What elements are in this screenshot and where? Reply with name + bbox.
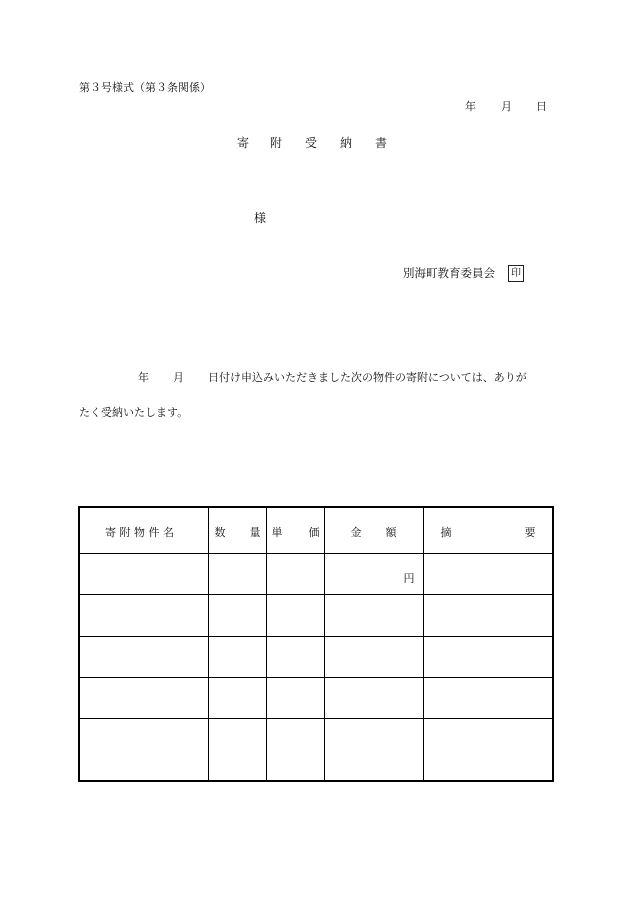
- title-char: 寄: [237, 136, 250, 150]
- header-amount: [324, 507, 423, 554]
- form-number: 第３号様式（第３条関係）: [79, 81, 211, 94]
- header-unit-price-char: 単: [271, 526, 283, 539]
- cell-unit-price[interactable]: [266, 595, 324, 636]
- date-month: 月: [501, 100, 512, 113]
- header-unit-price-char: 価: [308, 526, 320, 539]
- cell-quantity[interactable]: [208, 636, 266, 677]
- cell-unit-price[interactable]: [266, 636, 324, 677]
- document-title: [237, 136, 388, 215]
- header-remarks-char: 摘: [440, 526, 452, 539]
- cell-amount[interactable]: [324, 678, 423, 719]
- cell-remarks[interactable]: [423, 719, 553, 781]
- cell-item-name[interactable]: [79, 595, 208, 636]
- table-header-row: [79, 507, 553, 554]
- cell-unit-price[interactable]: [266, 719, 324, 781]
- table-row: [79, 678, 553, 719]
- header-quantity: [208, 507, 266, 554]
- title-char: 書: [375, 136, 388, 150]
- date-year: 年: [465, 100, 476, 113]
- table-row: [79, 636, 553, 677]
- table-row: [79, 554, 553, 595]
- cell-amount[interactable]: [324, 636, 423, 677]
- body-text: 日付け申込みいただきました次の物件の寄附については、ありが: [208, 371, 527, 384]
- header-amount-char: 額: [385, 526, 397, 539]
- cell-amount[interactable]: [324, 719, 423, 781]
- cell-remarks[interactable]: [423, 636, 553, 677]
- seal-mark: 印: [508, 265, 524, 282]
- header-item-name: [79, 507, 208, 554]
- date-day: 日: [536, 100, 547, 113]
- table-row: [79, 719, 553, 781]
- body-line-2: たく受納いたします。: [79, 406, 189, 419]
- donation-items-table: [78, 506, 554, 782]
- header-quantity-char: 量: [249, 526, 261, 539]
- cell-unit-price[interactable]: [266, 678, 324, 719]
- cell-remarks[interactable]: [423, 678, 553, 719]
- cell-remarks[interactable]: [423, 595, 553, 636]
- cell-item-name[interactable]: [79, 678, 208, 719]
- cell-quantity[interactable]: [208, 595, 266, 636]
- title-char: 受: [305, 136, 318, 150]
- cell-item-name[interactable]: [79, 719, 208, 781]
- cell-item-name[interactable]: [79, 636, 208, 677]
- cell-quantity[interactable]: [208, 678, 266, 719]
- header-remarks: [423, 507, 553, 554]
- table-row: [79, 595, 553, 636]
- header-unit-price: [266, 507, 324, 554]
- cell-item-name[interactable]: [79, 554, 208, 595]
- cell-amount[interactable]: [324, 595, 423, 636]
- header-item-name-label: 寄 附 物 件 名: [105, 526, 174, 539]
- header-amount-char: 金: [350, 526, 362, 539]
- body-month: 月: [173, 371, 184, 384]
- header-remarks-char: 要: [524, 526, 536, 539]
- title-char: 納: [340, 136, 353, 150]
- header-quantity-char: 数: [214, 526, 226, 539]
- body-line-1: [138, 371, 548, 423]
- title-char: 附: [270, 136, 283, 150]
- cell-quantity[interactable]: [208, 554, 266, 595]
- issuer-name: 別海町教育委員会: [403, 266, 495, 280]
- cell-amount[interactable]: [324, 554, 423, 595]
- yen-unit: 円: [403, 572, 415, 585]
- cell-remarks[interactable]: [423, 554, 553, 595]
- addressee-suffix: 様: [254, 211, 267, 225]
- cell-quantity[interactable]: [208, 719, 266, 781]
- body-year: 年: [138, 371, 149, 384]
- cell-unit-price[interactable]: [266, 554, 324, 595]
- date-line: [465, 100, 546, 152]
